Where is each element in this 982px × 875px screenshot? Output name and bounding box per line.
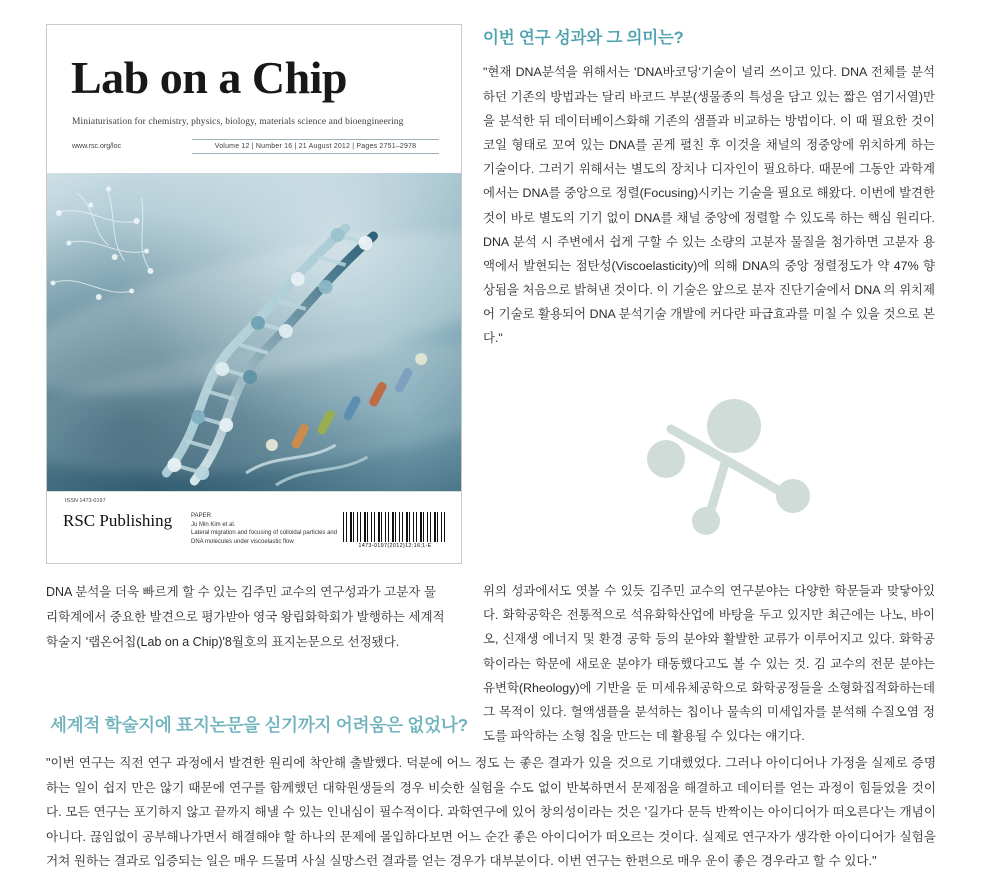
answer-paragraph-3: "이번 연구는 직전 연구 과정에서 발견한 원리에 착안해 출발했다. 덕분에 어느 정도 는 좋은 결과가 있을 것으로 기대했었다. 그러나 아이디어나 가정을 실제로 증명하는 일이 쉽지 만은 않기 때문에 연구를 함께했던 대학원생들의 경우 비슷한 실험을 수도 없이 반복하면서 문제점을 해결하고 데이터를 얻는 과정이 힘들었을 것이다. 모든 연구는 포기하지 않고 끝까지 해낼 수 있는 인내심이 필수적이다. 과학연구에 있어 창의성이라는 것은 '길가다 문득 반짝이는 아이디어가 떠오른다'는 개념이 아니다. 끊임없이 공부해나가면서 해결해야 할 하나의 문제에 몰입하다보면 어느 순간 좋은 아이디어가 떠오르는 것이다. 실제로 연구자가 생각한 아이디어가 실험을 거쳐 원하는 결과로 입증되는 일은 매우 드물며 사실 실망스런 결과를 얻는 경우가 대부분이다. 이번 연구는 한편으로 매우 운이 좋은 경우라고 할 수 있다." [46,756,936,869]
answer-paragraph-1: "현재 DNA분석을 위해서는 'DNA바코딩'기술이 널리 쓰이고 있다. DNA 전체를 분석하던 기존의 방법과는 달리 바코드 부분(생물종의 특성을 담고 있는 짧은 염기서열)만을 분석한 뒤 데이터베이스화해 기존의 샘플과 비교하는 방법이다. 이 때 필요한 것이 코일 형태로 꼬여 있는 DNA를 곧게 펼친 후 이것을 채널의 정중앙에 위치하게 하는 기술이다. 그러기 위해서는 별도의 장치나 디자인이 필요하다. 때문에 그동안 과학계에서는 DNA를 중앙으로 정렬(Focusing)시키는 기술을 필요로 해왔다. 이번에 발견한 것이 바로 별도의 기기 없이 DNA를 채널 중앙에 정렬할 수 있도록 하는 핵심 원리다. DNA 분석 시 주변에서 쉽게 구할 수 있는 소량의 고분자 물질을 첨가하면 고분자 용액에서 발현되는 점탄성(Viscoelasticity)에 의해 DNA의 중앙 정렬정도가 약 47% 향상됨을 처음으로 밝혀낸 것이다. 이 기술은 앞으로 분자 진단기술에서 DNA 의 위치제어 기술로 활용되어 DNA 분석기술 개발에 커다란 파급효과를 미칠 수 있을 것으로 본다." [483,65,935,346]
right-column [483,24,935,761]
answer-paragraph-2: 위의 성과에서도 엿볼 수 있듯 김주민 교수의 연구분야는 다양한 학문들과 맞닿아있다. 화학공학은 전통적으로 석유화학산업에 바탕을 두고 있지만 최근에는 나노, 바이오, 신재생 에너지 및 환경 공학 등의 분야와 활발한 교류가 이루어지고 있다. 화학공학이라는 학문에 새로운 분야가 태동했다고도 볼 수 있는 것. 김 교수의 전문 분야는 유변학(Rheology)에 기반을 둔 미세유체공학으로 화학공정들을 소형화집적화하는데 그 목적이 있다. 혈액샘플을 분석하는 칩이나 물속의 미세입자를 분석해 수질오염 정도를 파악하는 소형 칩을 만드는 데 활용될 수 있다는 얘기다. [483,584,935,744]
dna-strand-illustration [47,173,461,491]
question-heading-2: 세계적 학술지에 표지논문을 싣기까지 어려움은 없었나? [50,715,469,735]
cover-paper-note [191,512,341,547]
paper-authors: Ju Min Kim et al. [191,521,236,528]
bottom-section [46,712,936,875]
paper-title: Lateral migration and focusing of colloidal particles and DNA molecules under viscoelastic flow [191,530,338,546]
cover-footer-row [61,512,447,549]
cover-masthead [47,25,461,173]
cover-caption: DNA 분석을 더욱 빠르게 할 수 있는 김주민 교수의 연구성과가 고분자 물리학계에서 중요한 발견으로 평가받아 영국 왕립화학회가 발행하는 세계적 학술지 '랩온어칩(Lab on a Chip)'8월호의 표지논문으로 선정됐다. [46,585,445,649]
journal-subtitle: Miniaturisation for chemistry, physics, biology, materials science and bioengineering [72,117,404,127]
cover-artwork [47,173,461,491]
journal-cover-image [46,24,462,564]
journal-issue-line: Volume 12 | Number 16 | 21 August 2012 | Pages 2751–2978 [192,139,439,154]
cover-footer [47,491,461,563]
question-heading-1: 이번 연구 성과와 그 의미는? [483,29,684,47]
molecule-illustration [483,363,935,573]
journal-cover-column [46,24,466,655]
barcode-bars [343,512,447,542]
molecule-graphic [483,363,935,573]
barcode [343,512,447,549]
rsc-publishing-logo: RSC Publishing [63,511,173,530]
issn-text: ISSN 1473-0197 [65,498,106,504]
cover-meta-row [72,139,439,154]
journal-url: www.rsc.org/loc [72,143,122,150]
paper-label: PAPER [191,513,211,519]
barcode-number: 1473-0197(2012)12:16;1-E [358,543,432,549]
journal-title: Lab on a Chip [71,52,348,103]
